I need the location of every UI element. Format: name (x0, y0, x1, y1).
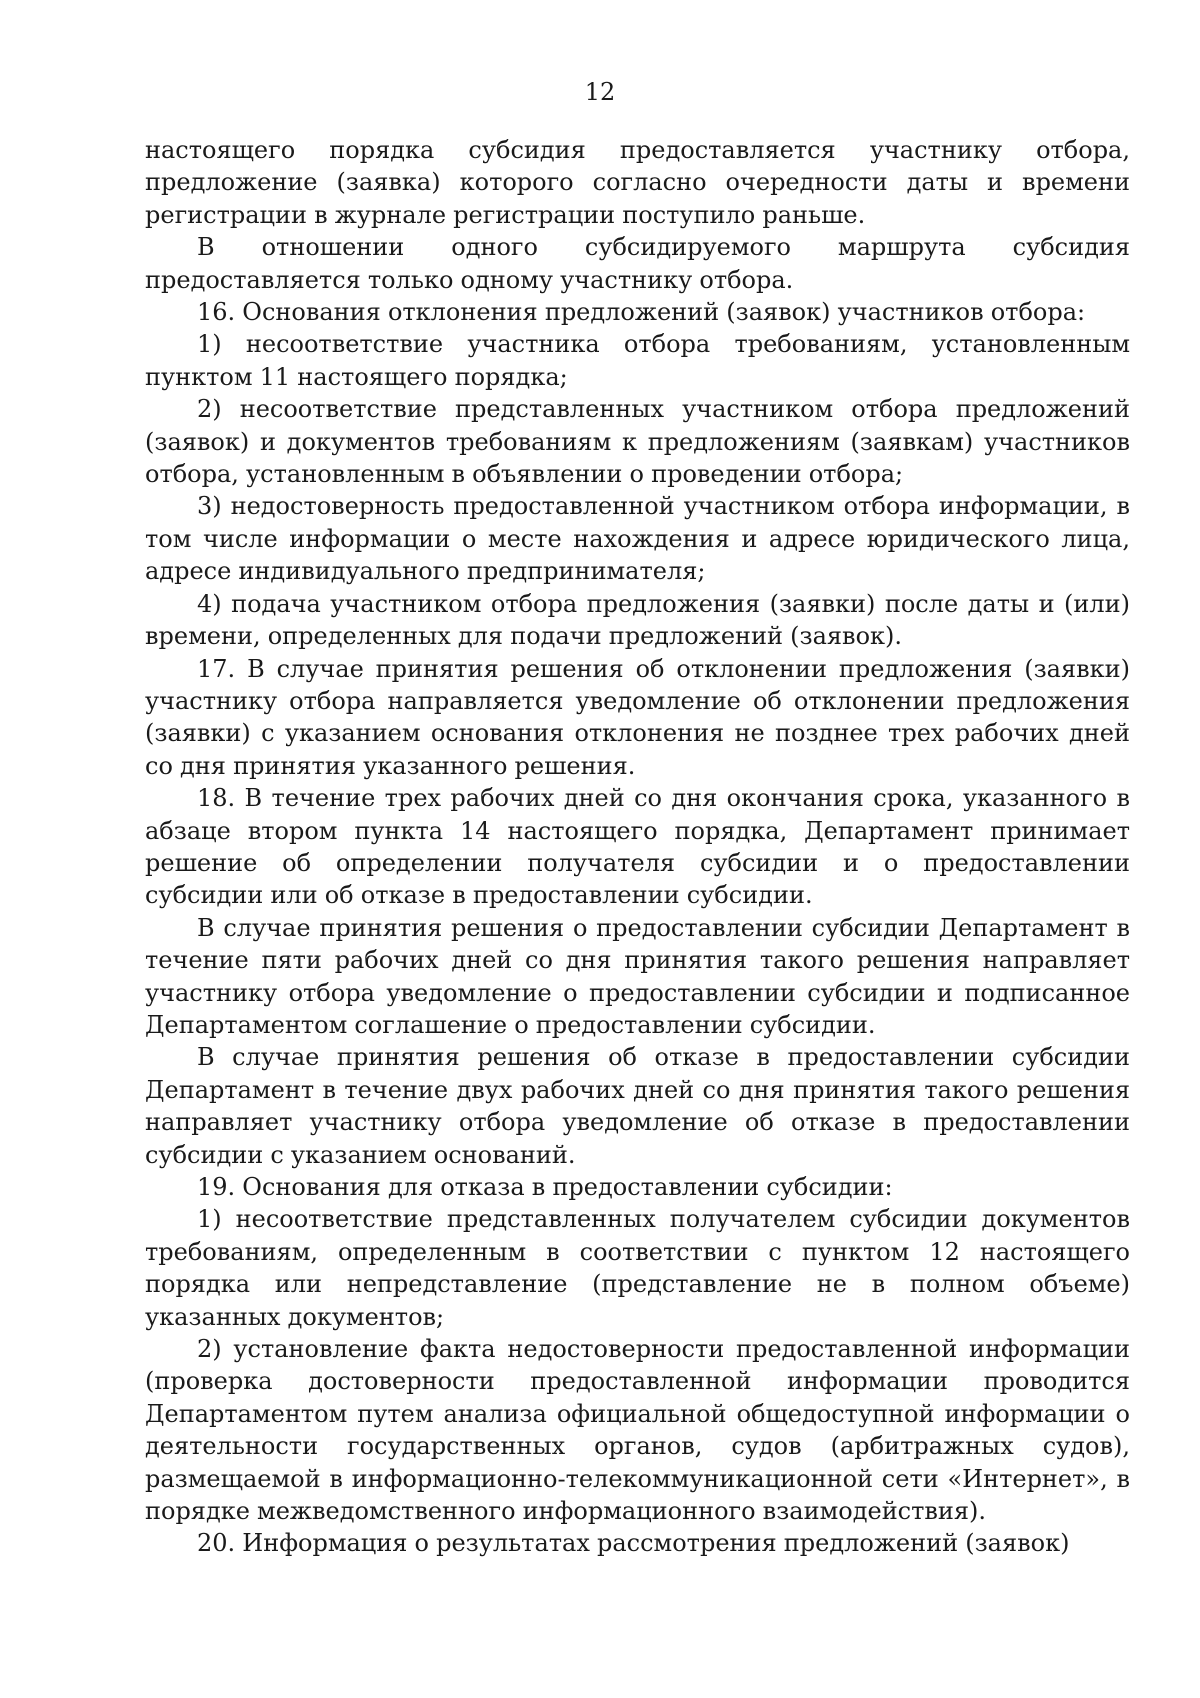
paragraph: В случае принятия решения о предоставлении субсидии Департамент в течение пяти рабочих дней со дня принятия такого решения направляет участнику отбора уведомление о предоставлении субсидии и подписанное Департаментом соглашение о предоставлении субсидии. (145, 913, 1130, 1039)
section-paragraph-20: 20. Информация о результатах рассмотрения предложений (заявок) (197, 1529, 1070, 1558)
list-item: 4) подача участником отбора предложения (заявки) после даты и (или) времени, определенных для подачи предложений (заявок). (145, 589, 1130, 651)
document-body (145, 134, 1130, 1560)
list-item: 2) несоответствие представленных участником отбора предложений (заявок) и документов требованиям к предложениям (заявкам) участников отбора, установленным в объявлении о проведении отбора; (145, 395, 1130, 489)
list-item: 3) недостоверность предоставленной участником отбора информации, в том числе информации о месте нахождения и адресе юридического лица, адресе индивидуального предпринимателя; (145, 492, 1130, 586)
list-item: 1) несоответствие участника отбора требованиям, установленным пунктом 11 настоящего порядка; (145, 330, 1130, 391)
section-paragraph-17: 17. В случае принятия решения об отклонении предложения (заявки) участнику отбора направляется уведомление об отклонении предложения (заявки) с указанием основания отклонения не позднее трех рабочих дней со дня принятия указанного решения. (145, 654, 1130, 780)
section-heading-16: 16. Основания отклонения предложений (заявок) участников отбора: (197, 298, 1086, 327)
paragraph: В отношении одного субсидируемого маршрута субсидия предоставляется только одному участнику отбора. (145, 233, 1130, 294)
section-paragraph-18: 18. В течение трех рабочих дней со дня окончания срока, указанного в абзаце втором пункта 14 настоящего порядка, Департамент принимает решение об определении получателя субсидии и о предоставлении субсидии или об отказе в предоставлении субсидии. (145, 784, 1130, 910)
page-number: 12 (584, 78, 616, 106)
paragraph: В случае принятия решения об отказе в предоставлении субсидии Департамент в течение двух рабочих дней со дня принятия такого решения направляет участнику отбора уведомление об отказе в предоставлении субсидии с указанием оснований. (145, 1043, 1130, 1169)
list-item: 1) несоответствие представленных получателем субсидии документов требованиям, определенным в соответствии с пунктом 12 настоящего порядка или непредставление (представление не в полном объеме) указанных документов; (145, 1205, 1130, 1331)
list-item: 2) установление факта недостоверности предоставленной информации (проверка достоверности предоставленной информации проводится Департаментом путем анализа официальной общедоступной информации о деятельности государственных органов, судов (арбитражных судов), размещаемой в информационно-телекоммуникационной сети «Интернет», в порядке межведомственного информационного взаимодействия). (145, 1335, 1130, 1526)
paragraph-continuation: настоящего порядка субсидия предоставляется участнику отбора, предложение (заявка) которого согласно очередности даты и времени регистрации в журнале регистрации поступило раньше. (145, 136, 1130, 229)
section-heading-19: 19. Основания для отказа в предоставлении субсидии: (197, 1173, 893, 1201)
